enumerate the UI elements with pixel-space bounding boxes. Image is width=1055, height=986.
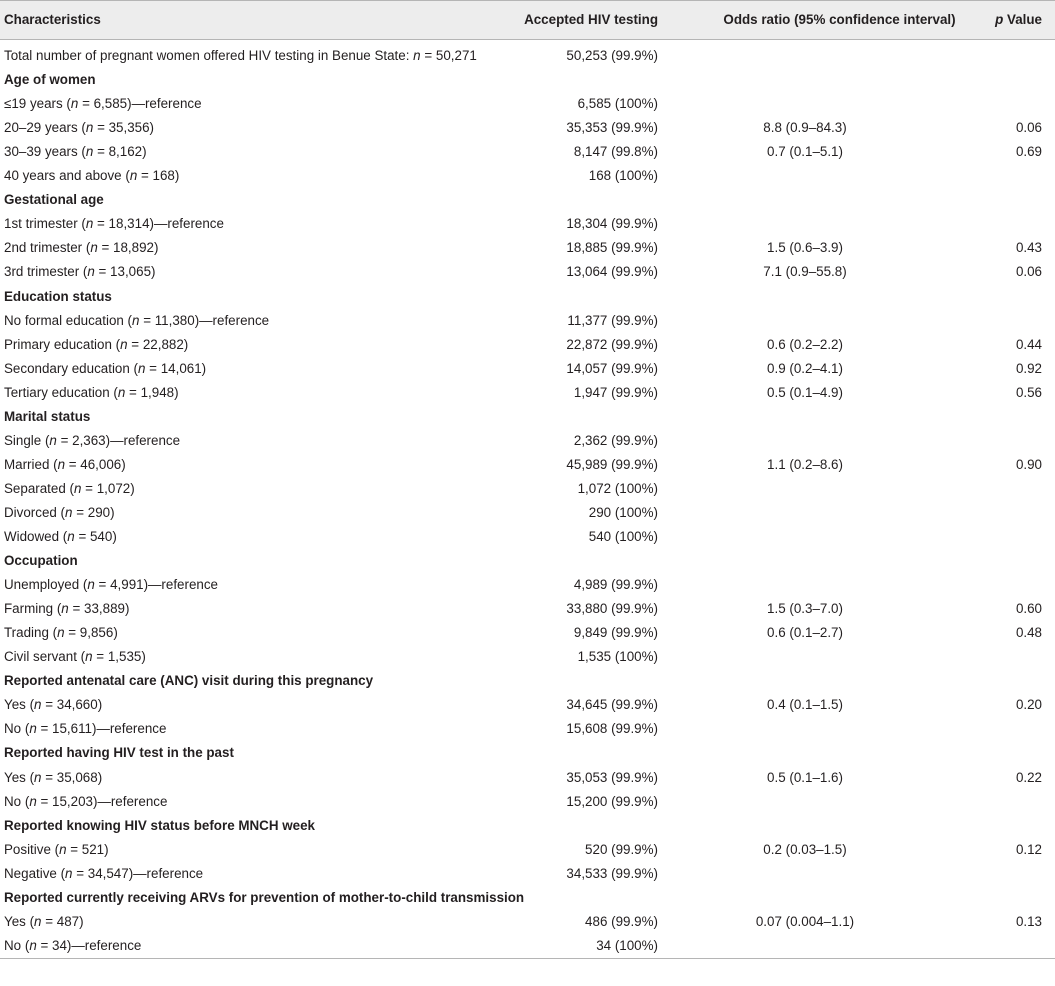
label-text: Yes ( [4, 697, 35, 713]
row-odds-ratio: 0.9 (0.2–4.1) [767, 360, 843, 376]
label-text: = 1,948) [125, 384, 179, 400]
row-accepted: 34,645 (99.9%) [566, 697, 658, 713]
row-characteristic [4, 168, 179, 184]
label-text: = 521) [66, 841, 109, 857]
section-label: Gestational age [4, 192, 104, 208]
row-odds-ratio: 0.5 (0.1–1.6) [767, 769, 843, 785]
italic-n: n [29, 937, 37, 953]
table-bottom-rule [0, 958, 1055, 959]
row-accepted: 22,872 (99.9%) [566, 336, 658, 352]
italic-n: n [57, 625, 65, 641]
section-label: Education status [4, 288, 112, 304]
row-p-value: 0.12 [1015, 841, 1042, 857]
row-odds-ratio: 0.5 (0.1–4.9) [767, 384, 843, 400]
italic-n: n [90, 240, 98, 256]
row-p-value: 0.44 [1015, 336, 1042, 352]
row-characteristic [4, 216, 224, 232]
row-characteristic [4, 721, 166, 737]
row-accepted: 168 (100%) [588, 168, 658, 184]
row-accepted: 33,880 (99.9%) [566, 601, 658, 617]
label-text: = 487) [41, 913, 84, 929]
label-text: Widowed ( [4, 529, 68, 544]
label-text: Farming ( [4, 601, 62, 617]
row-accepted: 4,989 (99.9%) [573, 577, 658, 593]
row-accepted: 9,849 (99.9%) [573, 625, 658, 641]
row-p-value: 0.06 [1015, 264, 1042, 280]
italic-n: n [29, 721, 37, 737]
italic-n: n [87, 264, 95, 280]
row-characteristic [4, 361, 206, 377]
label-text: Married ( [4, 456, 58, 472]
italic-n: n [57, 456, 66, 472]
row-odds-ratio: 7.1 (0.9–55.8) [763, 264, 847, 280]
italic-n: n [85, 144, 94, 160]
row-accepted: 34,533 (99.9%) [566, 865, 658, 881]
row-characteristic [4, 529, 117, 545]
row-odds-ratio: 8.8 (0.9–84.3) [763, 120, 847, 136]
label-text: = 290) [72, 504, 115, 520]
row-characteristic [4, 914, 84, 930]
label-text: = 18,892) [97, 240, 159, 256]
section-label: Reported knowing HIV status before MNCH week [4, 817, 316, 833]
row-characteristic [4, 842, 109, 858]
italic-n: n [85, 120, 94, 136]
label-text: Trading ( [4, 625, 58, 641]
row-odds-ratio: 0.6 (0.2–2.2) [767, 336, 843, 352]
row-accepted: 6,585 (100%) [577, 96, 658, 112]
label-text: Tertiary education ( [4, 384, 118, 400]
italic-n: n [85, 649, 93, 665]
row-p-value: 0.06 [1015, 120, 1042, 136]
row-odds-ratio: 1.5 (0.6–3.9) [767, 240, 843, 256]
row-characteristic [4, 866, 203, 882]
row-characteristic [4, 794, 167, 810]
label-text: = 35,068) [41, 769, 103, 785]
label-text: No formal education ( [4, 312, 133, 328]
row-p-value: 0.56 [1015, 384, 1042, 400]
row-characteristic [4, 240, 158, 256]
row-odds-ratio: 1.1 (0.2–8.6) [767, 456, 843, 472]
label-text: = 168) [137, 168, 180, 184]
row-characteristic [4, 770, 102, 786]
row-accepted: 13,064 (99.9%) [566, 264, 658, 280]
row-characteristic [4, 264, 155, 280]
row-characteristic [4, 601, 129, 617]
label-text: = 13,065) [94, 264, 156, 280]
label-text: 3rd trimester ( [4, 264, 88, 280]
row-odds-ratio: 0.6 (0.1–2.7) [767, 625, 843, 641]
row-accepted: 15,608 (99.9%) [566, 721, 658, 737]
row-characteristic [4, 505, 115, 521]
italic-n: n [87, 577, 95, 593]
row-p-value: 0.48 [1015, 625, 1042, 641]
row-accepted: 18,885 (99.9%) [566, 240, 658, 256]
row-p-value: 0.92 [1015, 360, 1042, 376]
italic-n: n [73, 480, 82, 496]
italic-n: n [34, 913, 42, 929]
row-characteristic [4, 577, 218, 593]
label-text: Single ( [4, 432, 50, 448]
label-text: 40 years and above ( [4, 168, 130, 184]
row-accepted: 18,304 (99.9%) [566, 216, 658, 232]
row-accepted: 45,989 (99.9%) [566, 456, 658, 472]
row-accepted: 34 (100%) [596, 937, 658, 953]
label-text: = 8,162) [93, 144, 147, 160]
row-characteristic [4, 433, 180, 449]
row-characteristic [4, 649, 146, 665]
section-label: Occupation [4, 553, 78, 569]
section-label: Age of women [4, 72, 96, 88]
section-label: Reported currently receiving ARVs for prevention of mother-to-child transmission [4, 889, 525, 905]
label-text: Civil servant ( [4, 649, 86, 665]
label-text: = 4,991)—reference [94, 577, 219, 593]
label-text: Yes ( [4, 913, 35, 929]
row-p-value: 0.60 [1015, 601, 1042, 617]
row-accepted: 35,053 (99.9%) [566, 769, 658, 785]
label-text: ≤19 years ( [4, 96, 71, 112]
row-p-value: 0.22 [1015, 769, 1042, 785]
label-text: = 34,660) [41, 697, 103, 713]
label-text: 1st trimester ( [4, 216, 86, 232]
italic-n: n [49, 432, 57, 448]
row-accepted: 50,253 (99.9%) [566, 48, 658, 63]
label-text: 20–29 years ( [4, 120, 86, 136]
label-text: = 34)—reference [36, 937, 142, 953]
italic-n: n [29, 793, 37, 809]
italic-n: n [413, 48, 421, 63]
label-text: Positive ( [4, 841, 60, 857]
row-odds-ratio: 0.2 (0.03–1.5) [763, 841, 847, 857]
label-text: = 15,611)—reference [36, 721, 167, 737]
row-accepted: 14,057 (99.9%) [566, 360, 658, 376]
row-accepted: 486 (99.9%) [585, 913, 658, 929]
row-accepted: 520 (99.9%) [585, 841, 658, 857]
italic-n: n [65, 504, 73, 520]
table-header [0, 0, 1055, 40]
row-accepted: 1,947 (99.9%) [573, 384, 658, 400]
header-value-label: Value [1007, 12, 1042, 27]
italic-n: n [85, 216, 94, 232]
row-odds-ratio: 0.4 (0.1–1.5) [767, 697, 843, 713]
italic-n: n [120, 336, 128, 352]
label-text: Divorced ( [4, 504, 66, 520]
row-characteristic [4, 96, 202, 112]
label-text: = 34,547)—reference [72, 865, 204, 881]
row-accepted: 11,377 (99.9%) [567, 312, 658, 328]
label-text: = 1,072) [81, 480, 135, 496]
header-characteristics: Characteristics [4, 12, 101, 27]
label-text: = 15,203)—reference [36, 793, 168, 809]
label-text: = 540) [74, 529, 117, 544]
label-text: = 14,061) [145, 360, 207, 376]
italic-n: n [67, 529, 75, 544]
italic-n: n [61, 601, 69, 617]
section-label: Reported having HIV test in the past [4, 745, 234, 761]
row-accepted: 1,535 (100%) [577, 649, 658, 665]
row-characteristic [4, 385, 179, 401]
label-text: = 50,271 [420, 48, 477, 63]
row-odds-ratio: 0.07 (0.004–1.1) [755, 913, 855, 929]
row-p-value: 0.43 [1015, 240, 1042, 256]
italic-n: n [65, 865, 73, 881]
header-p-value [995, 12, 1042, 28]
row-p-value: 0.13 [1015, 913, 1042, 929]
label-text: Unemployed ( [4, 577, 88, 593]
header-p-italic: p [995, 12, 1004, 27]
row-characteristic [4, 625, 118, 641]
row-p-value: 0.20 [1015, 697, 1042, 713]
italic-n: n [70, 96, 79, 112]
label-text: Total number of pregnant women offered HIV testing in Benue State: [4, 48, 414, 63]
italic-n: n [117, 384, 126, 400]
label-text: = 9,856) [64, 625, 118, 641]
row-odds-ratio: 1.5 (0.3–7.0) [767, 601, 843, 617]
label-text: No ( [4, 793, 30, 809]
section-label: Reported antenatal care (ANC) visit during this pregnancy [4, 673, 374, 689]
row-characteristic [4, 120, 154, 136]
label-text: Separated ( [4, 480, 74, 496]
label-text: Secondary education ( [4, 360, 138, 376]
label-text: = 6,585)—reference [78, 96, 202, 112]
label-text: Negative ( [4, 865, 66, 881]
italic-n: n [34, 697, 42, 713]
label-text: Yes ( [4, 769, 35, 785]
row-odds-ratio: 0.7 (0.1–5.1) [767, 144, 843, 160]
row-accepted: 1,072 (100%) [577, 480, 658, 496]
header-odds-ratio: Odds ratio (95% confidence interval) [723, 12, 956, 27]
label-text: No ( [4, 937, 30, 953]
section-label: Marital status [4, 408, 91, 424]
row-characteristic [4, 481, 135, 497]
row-accepted: 2,362 (99.9%) [573, 432, 658, 448]
italic-n: n [59, 841, 67, 857]
row-p-value: 0.69 [1015, 144, 1042, 160]
italic-n: n [129, 168, 138, 184]
header-accepted: Accepted HIV testing [524, 12, 658, 27]
label-text: = 2,363)—reference [56, 432, 181, 448]
label-text: No ( [4, 721, 30, 737]
row-characteristic [4, 48, 477, 64]
label-text: = 35,356) [93, 120, 155, 136]
italic-n: n [132, 312, 140, 328]
row-characteristic [4, 938, 141, 954]
row-accepted: 540 (100%) [588, 529, 658, 544]
label-text: 30–39 years ( [4, 144, 86, 160]
italic-n: n [138, 360, 146, 376]
row-characteristic [4, 337, 188, 353]
italic-n: n [34, 769, 42, 785]
label-text: = 46,006) [65, 456, 126, 472]
row-characteristic [4, 457, 126, 473]
label-text: = 11,380)—reference [139, 312, 270, 328]
row-characteristic [4, 313, 269, 329]
row-p-value: 0.90 [1015, 456, 1042, 472]
row-characteristic [4, 144, 147, 160]
label-text: 2nd trimester ( [4, 240, 91, 256]
label-text: = 1,535) [92, 649, 146, 665]
row-accepted: 35,353 (99.9%) [566, 120, 658, 136]
label-text: Primary education ( [4, 336, 121, 352]
row-accepted: 8,147 (99.8%) [573, 144, 658, 160]
row-accepted: 290 (100%) [588, 504, 658, 520]
label-text: = 18,314)—reference [93, 216, 224, 232]
label-text: = 33,889) [68, 601, 130, 617]
row-characteristic [4, 697, 102, 713]
label-text: = 22,882) [127, 336, 189, 352]
row-accepted: 15,200 (99.9%) [566, 793, 658, 809]
